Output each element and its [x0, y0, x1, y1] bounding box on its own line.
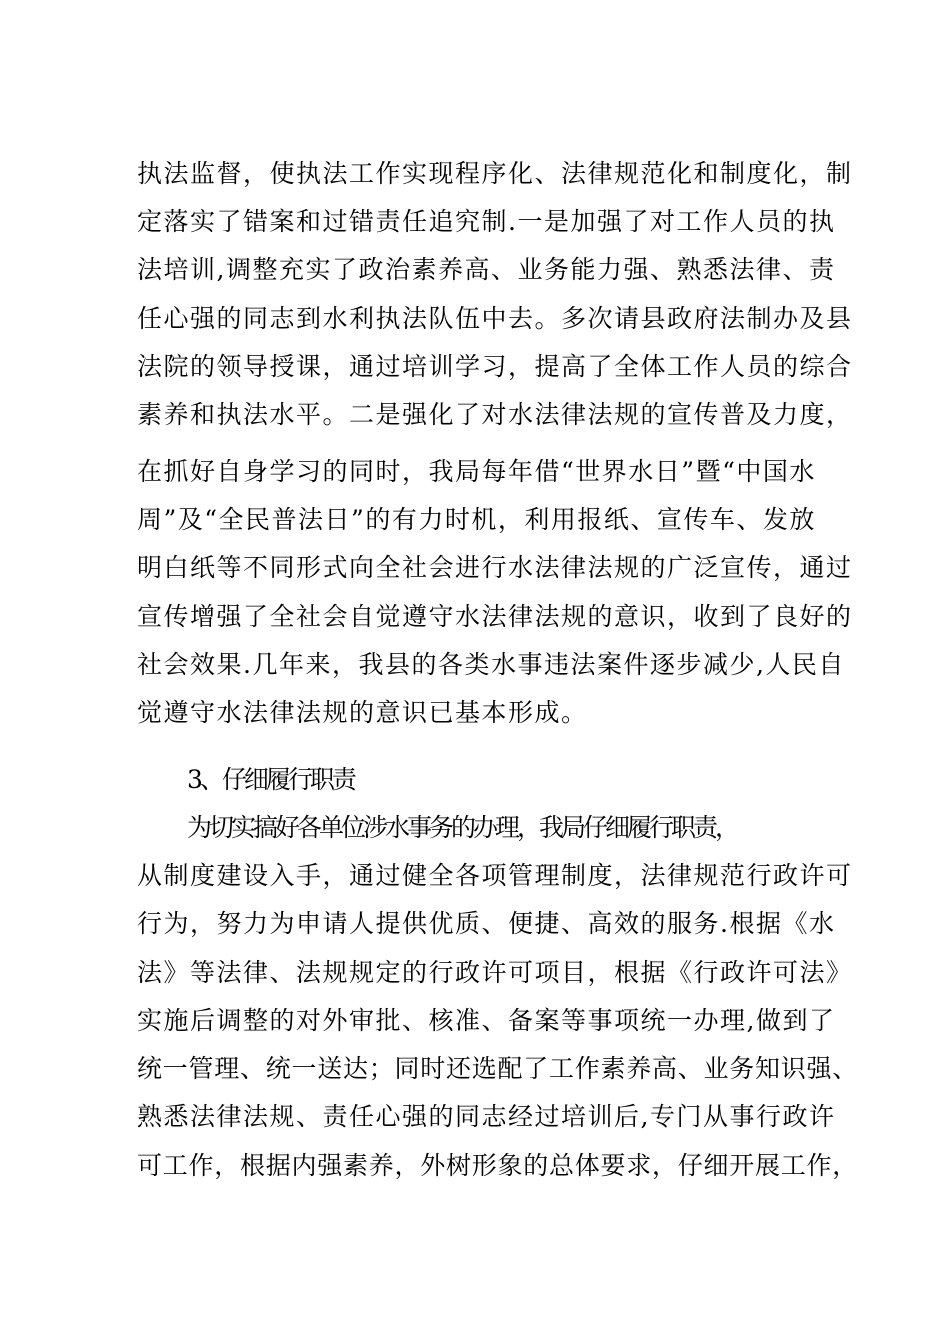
body-text-line: 从制度建设入手，通过健全各项管理制度，法律规范行政许可	[137, 861, 853, 890]
body-text-line: 行为，努力为申请人提供优质、便捷、高效的服务.根据《水	[137, 909, 836, 938]
body-text-line: 任心强的同志到水利执法队伍中去。多次请县政府法制办及县	[137, 304, 853, 333]
body-text-line: 实施后调整的对外审批、核准、备案等事项统一办理,做到了	[137, 1006, 836, 1035]
body-text-line: 统一管理、统一送达；同时还选配了工作素养高、业务知识强、	[137, 1054, 859, 1083]
body-text-line: 法培训,调整充实了政治素养高、业务能力强、熟悉法律、责	[137, 255, 836, 284]
body-text-line: 觉遵守水法律法规的意识已基本形成。	[137, 698, 588, 727]
body-text-line: 为切实搞好各单位涉水事务的办理，我局仔细履行职责，	[187, 813, 738, 842]
body-text-line: 素养和执法水平。二是强化了对水法律法规的宣传普及力度，	[137, 400, 853, 429]
body-text-line: 定落实了错案和过错责任追究制.一是加强了对工作人员的执	[137, 207, 836, 236]
body-text-line: 周”及“全民普法日”的有力时机，利用报纸、宣传车、发放	[137, 505, 816, 534]
body-text-line: 明白纸等不同形式向全社会进行水法律法规的广泛宣传，通过	[137, 553, 853, 582]
body-text-line: 法》等法律、法规规定的行政许可项目，根据《行政许可法》	[137, 958, 853, 987]
body-text-line: 社会效果.几年来，我县的各类水事违法案件逐步减少,人民自	[137, 650, 845, 679]
section-heading: 3、仔细履行职责	[187, 765, 354, 794]
body-text-line: 在抓好自身学习的同时，我局每年借“世界水日”暨“中国水	[137, 457, 816, 486]
body-text-line: 熟悉法律法规、责任心强的同志经过培训后,专门从事行政许	[137, 1102, 836, 1131]
body-text-line: 宣传增强了全社会自觉遵守水法律法规的意识，收到了良好的	[137, 602, 853, 631]
body-text-line: 执法监督，使执法工作实现程序化、法律规范化和制度化，制	[137, 159, 853, 188]
body-text-line: 法院的领导授课，通过培训学习，提高了全体工作人员的综合	[137, 352, 853, 381]
body-text-line: 可工作，根据内强素养，外树形象的总体要求，仔细开展工作，	[137, 1151, 859, 1180]
